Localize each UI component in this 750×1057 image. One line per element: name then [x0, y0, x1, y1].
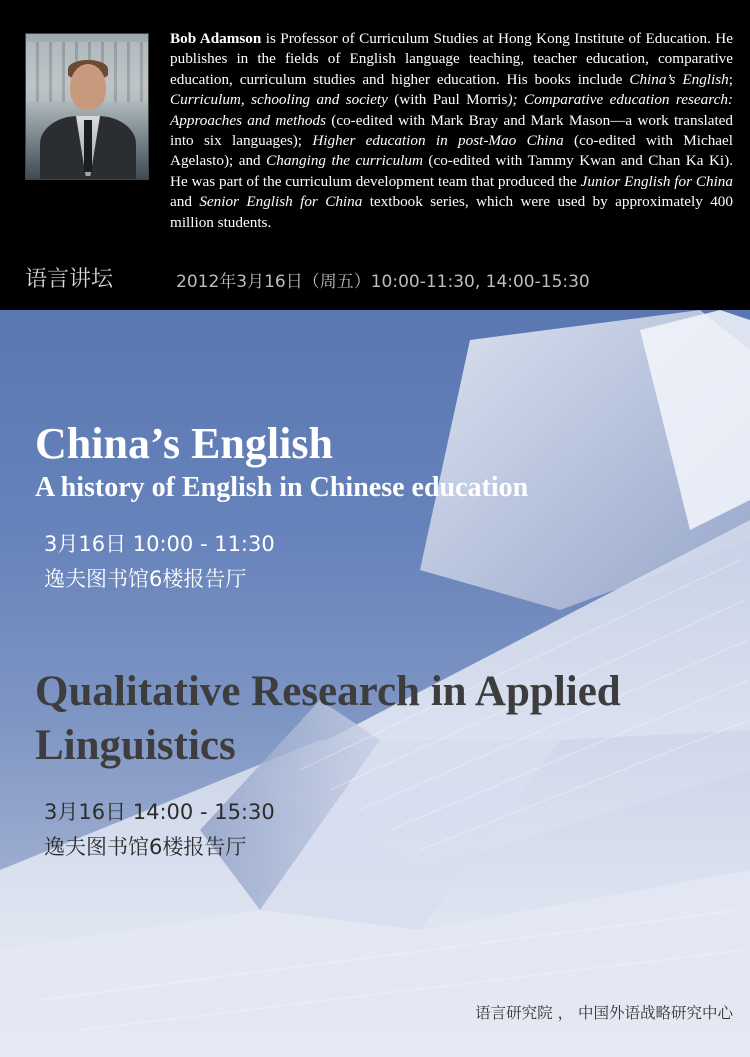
speaker-photo	[25, 33, 149, 180]
bio-text: (co-edited with Mark Bray and Mark Mason—a work translated into six languages);	[170, 111, 733, 150]
talk2-time: 3月16日 14:00 - 15:30	[44, 800, 275, 824]
book-title: China’s English	[629, 70, 729, 88]
bio-text: ;	[728, 70, 733, 88]
speaker-name: Bob Adamson	[170, 30, 262, 47]
book-title: ); Comparative education research: Approaches and methods	[170, 91, 733, 129]
talk1-venue: 逸夫图书馆6楼报告厅	[44, 567, 247, 591]
talk1-subtitle: A history of English in Chinese education	[35, 472, 529, 503]
book-title: Changing the curriculum	[266, 152, 423, 170]
talk1-title: China’s English	[35, 419, 333, 468]
poster-panel	[0, 310, 750, 1057]
bio-text: (co-edited with Tammy Kwan and Chan Ka Ki). He was part of the curriculum development team that produced the	[170, 152, 733, 190]
series-title: Junior English for China	[580, 172, 733, 190]
book-title: Higher education in post-Mao China	[312, 132, 564, 150]
organizers-footer: 语言研究院 ， 中国外语战略研究中心	[475, 1004, 733, 1022]
speaker-bio	[170, 29, 733, 233]
book-title: Curriculum, schooling and society	[170, 91, 388, 109]
talk2-title: Qualitative Research in Applied Linguistics	[35, 668, 621, 769]
bio-text: textbook series, which were used by approximately 400 million students.	[170, 193, 733, 231]
bio-text: and	[170, 193, 200, 211]
talk2-venue: 逸夫图书馆6楼报告厅	[44, 835, 247, 859]
bio-text: (co-edited with Michael Agelasto); and	[170, 132, 733, 170]
forum-label: 语言讲坛	[25, 267, 114, 292]
event-schedule: 2012年3月16日（周五）10:00-11:30, 14:00-15:30	[176, 272, 590, 292]
header-panel	[0, 0, 750, 310]
bio-text: is Professor of Curriculum Studies at Hong Kong Institute of Education. He publishes in the fields of English language teaching, teacher education, comparative education, curriculum studies and higher education. His books include	[170, 30, 733, 88]
series-title: Senior English for China	[199, 193, 363, 211]
talk1-time: 3月16日 10:00 - 11:30	[44, 532, 275, 556]
bio-text: (with Paul Morris	[387, 91, 508, 109]
